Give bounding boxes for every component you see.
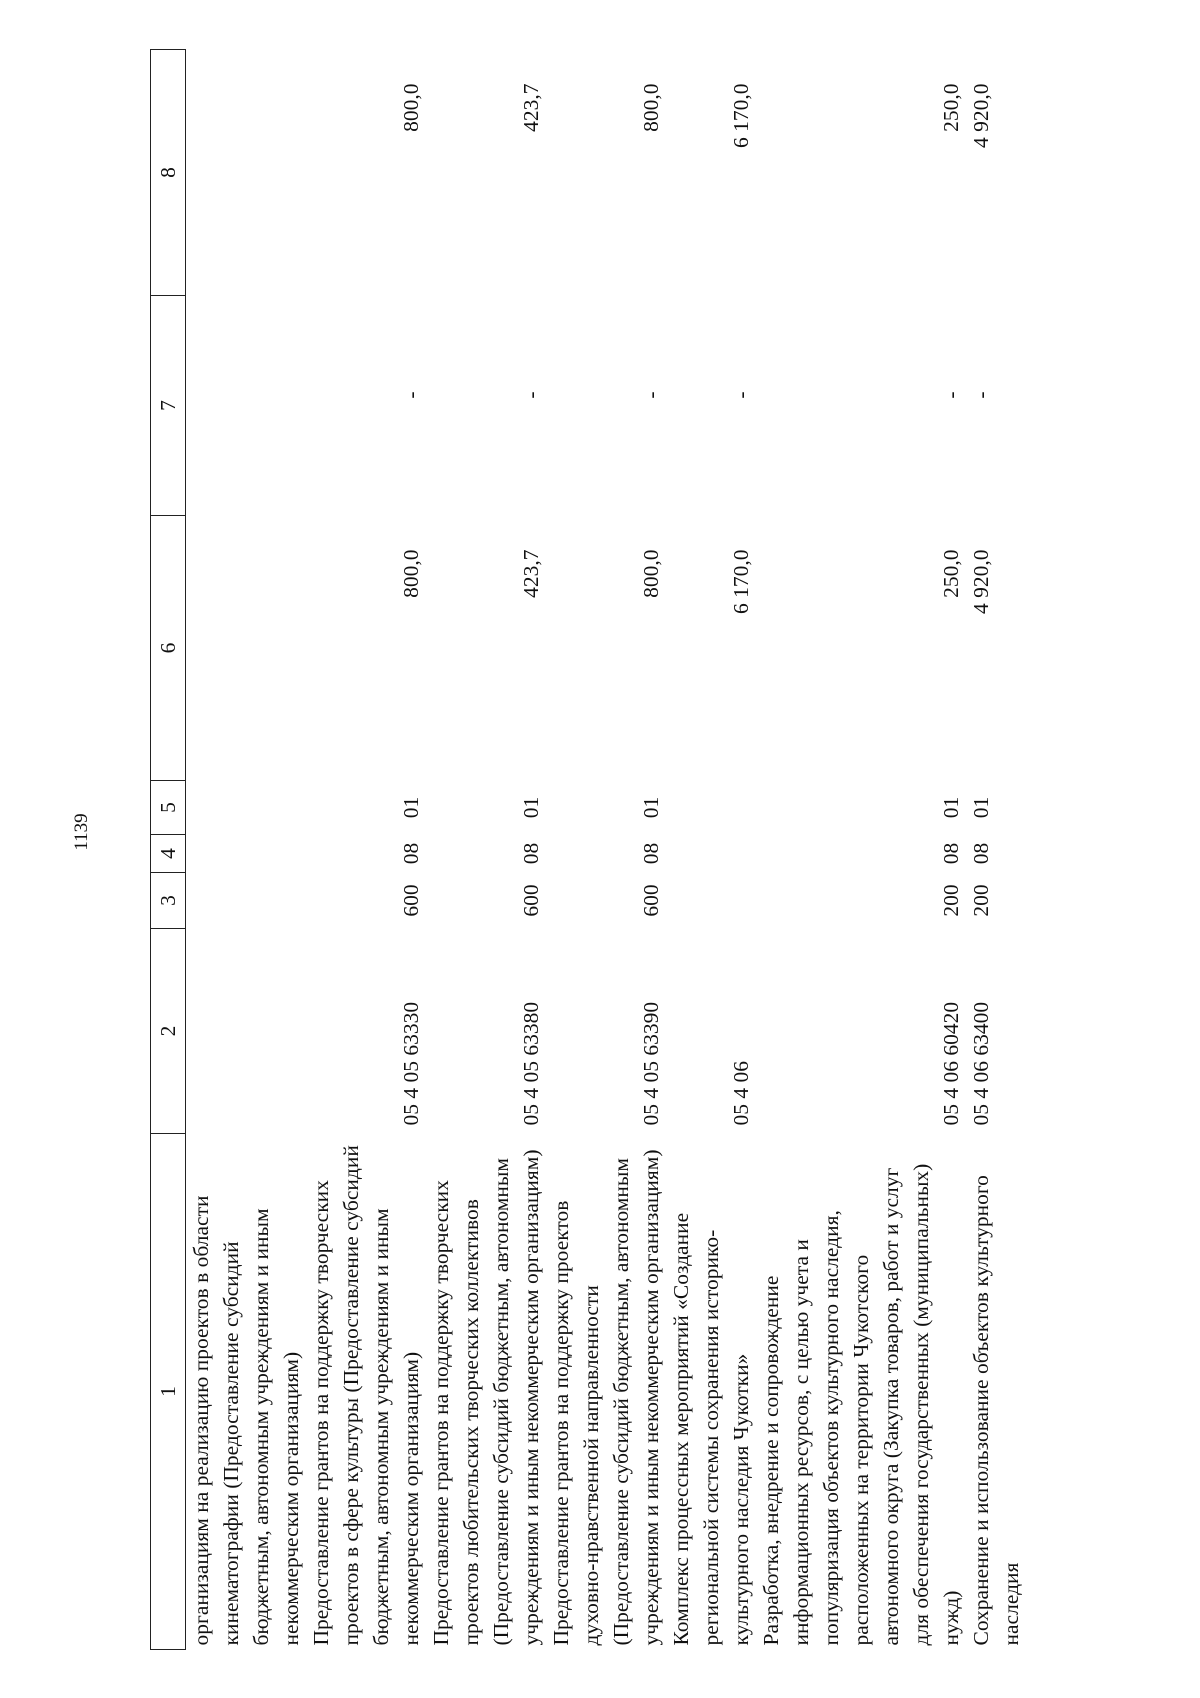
table-row xyxy=(756,50,966,1650)
row-col5: 01 xyxy=(639,796,663,819)
row-col7: - xyxy=(399,391,423,399)
row-col3: 200 xyxy=(939,884,963,917)
row-col7: - xyxy=(519,391,543,399)
row-name: организациям на реализацию проектов в области кинематографии (Предоставление субсидий бюджетным, автономным учреждениям и иным некоммерческим организациям) xyxy=(189,1195,303,1646)
row-name: Предоставление грантов на поддержку творческих проектов любительских творческих коллективов (Предоставление субсидий бюджетным, автономным учреждениям и иным некоммерческим организациям) xyxy=(429,1149,543,1646)
row-col4 xyxy=(666,835,756,873)
table-row xyxy=(546,50,666,1650)
row-col8: 250,0 xyxy=(939,83,963,132)
row-col8 xyxy=(186,50,307,296)
row-col4: 08 xyxy=(969,842,993,865)
table-row xyxy=(966,50,1058,1650)
row-col5: 01 xyxy=(969,796,993,819)
row-col6 xyxy=(186,516,307,781)
row-col8: 4 920,0 xyxy=(969,83,993,148)
column-header-8: 8 xyxy=(151,50,186,296)
row-col7: - xyxy=(969,391,993,399)
row-col6: 250,0 xyxy=(939,549,963,598)
row-name: Разработка, внедрение и сопровождение информационных ресурсов, с целью учета и популяризация объектов культурного наследия, расположенных на территории Чукотского автономного округа (Закупка товаров, работ и услуг для обеспечения государственных (муниципальных) нужд) xyxy=(759,1163,963,1646)
budget-table-sheet xyxy=(150,50,1050,1650)
row-col3: 600 xyxy=(639,884,663,917)
row-col4: 08 xyxy=(519,842,543,865)
row-col6: 6 170,0 xyxy=(729,549,753,614)
row-name-text: Сохранение и использование объектов культурного наследия xyxy=(969,1175,1023,1646)
row-col5: 01 xyxy=(519,796,543,819)
column-header-7: 7 xyxy=(151,296,186,516)
row-col3 xyxy=(666,873,756,929)
table-row xyxy=(186,50,307,1650)
row-code: 05 4 06 63400 xyxy=(969,1001,993,1126)
row-name: Предоставление грантов на поддержку проектов духовно-нравственной направленности (Предоставление субсидий бюджетным, автономным учреждениям и иным некоммерческим организациям) xyxy=(549,1149,663,1646)
column-header-1: 1 xyxy=(151,1134,186,1650)
row-col8: 800,0 xyxy=(399,83,423,132)
row-col5: 01 xyxy=(939,796,963,819)
column-header-4: 4 xyxy=(151,835,186,873)
table-row xyxy=(426,50,546,1650)
row-col8: 800,0 xyxy=(639,83,663,132)
table-header xyxy=(151,50,186,1650)
page-number: 1139 xyxy=(71,813,92,851)
row-col4 xyxy=(186,835,307,873)
row-col3: 600 xyxy=(399,884,423,917)
row-name: Предоставление грантов на поддержку творческих проектов в сфере культуры (Предоставление субсидий бюджетным, автономным учреждениям и иным некоммерческим организациям) xyxy=(309,1145,423,1646)
row-code: 05 4 06 60420 xyxy=(939,1001,963,1126)
row-col4: 08 xyxy=(939,842,963,865)
row-col3: 200 xyxy=(969,884,993,917)
row-col7: - xyxy=(729,391,753,399)
row-col7: - xyxy=(939,391,963,399)
row-col6: 800,0 xyxy=(639,549,663,598)
row-col6: 423,7 xyxy=(519,549,543,598)
row-name xyxy=(966,1134,1058,1650)
row-col7 xyxy=(186,296,307,516)
row-col5: 01 xyxy=(399,796,423,819)
row-name: Комплекс процессных мероприятий «Создание региональной системы сохранения историко-культурного наследия Чукотки» xyxy=(669,1212,753,1646)
row-col5 xyxy=(666,781,756,835)
row-col8: 423,7 xyxy=(519,83,543,132)
row-code: 05 4 05 63390 xyxy=(639,1001,663,1126)
budget-table xyxy=(150,49,1058,1650)
column-header-5: 5 xyxy=(151,781,186,835)
row-col3: 600 xyxy=(519,884,543,917)
row-col6: 4 920,0 xyxy=(969,549,993,614)
row-code: 05 4 06 xyxy=(729,1061,753,1126)
table-row xyxy=(306,50,426,1650)
row-code: 05 4 05 63380 xyxy=(519,1001,543,1126)
row-col5 xyxy=(186,781,307,835)
row-col3 xyxy=(186,873,307,929)
row-code xyxy=(186,929,307,1134)
row-col4: 08 xyxy=(639,842,663,865)
column-header-2: 2 xyxy=(151,929,186,1134)
column-header-6: 6 xyxy=(151,516,186,781)
header-row xyxy=(151,50,186,1650)
row-code: 05 4 05 63330 xyxy=(399,1001,423,1126)
row-col6: 800,0 xyxy=(399,549,423,598)
column-header-3: 3 xyxy=(151,873,186,929)
table-row xyxy=(666,50,756,1650)
row-col7: - xyxy=(639,391,663,399)
row-col4: 08 xyxy=(399,842,423,865)
table-body xyxy=(186,50,1059,1650)
row-col8: 6 170,0 xyxy=(729,83,753,148)
